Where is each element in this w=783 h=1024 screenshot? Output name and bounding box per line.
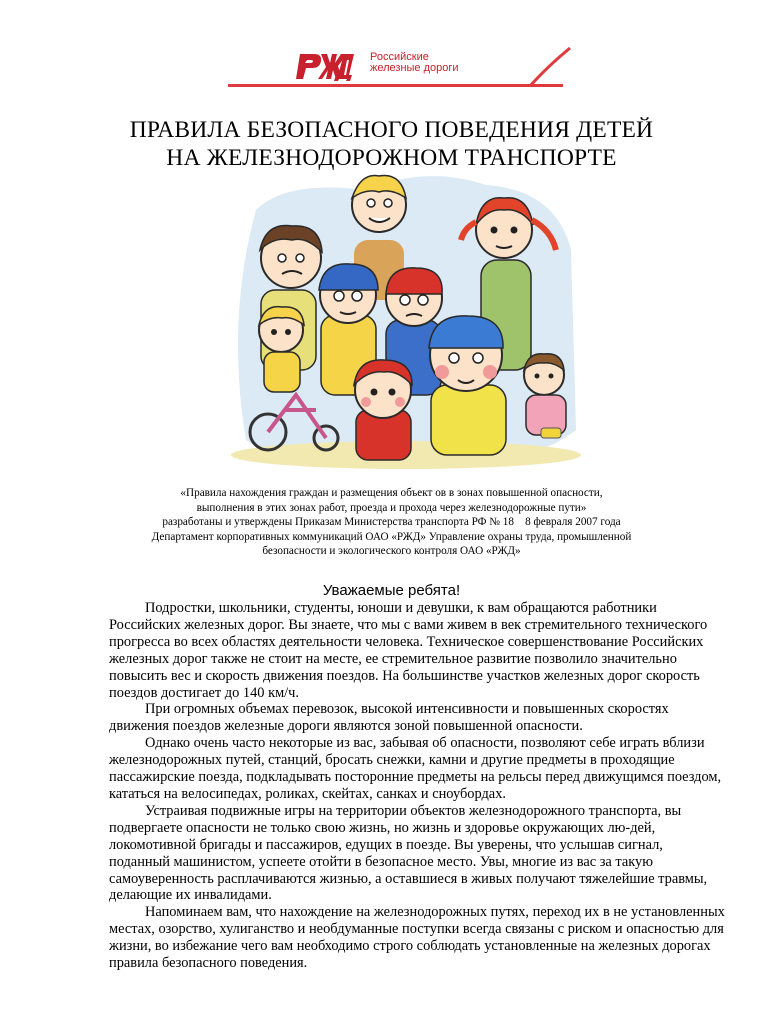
rzd-header <box>228 44 573 92</box>
paragraph-4: Устраивая подвижные игры на территории объектов железнодорожного транспорта, вы подвергаете опасности не только свою жизнь, но жизнь и здоровье окружающих лю-дей, локомотивной бригады и пассажиров, едущих в поезде. Вы уверены, что услышав сигнал, поданный машинистом, успеете отойти в безопасное место. Увы, многие из вас за такую самоуверенность расплачиваются жизнью, а оставшиеся в живых получают тяжелейшие травмы, делающие их инвалидами. <box>109 802 708 904</box>
title-line-2: НА ЖЕЛЕЗНОДОРОЖНОМ ТРАНСПОРТЕ <box>166 145 617 171</box>
source-note-line-5: безопасности и экологического контроля ОАО «РЖД» <box>262 545 521 557</box>
paragraph-2: При огромных объемах перевозок, высокой интенсивности и повышенных скоростях движения поездов железные дороги являются зоной повышенной опасности. <box>109 701 669 735</box>
rzd-logo-icon <box>294 50 356 82</box>
paragraph-3: Однако очень часто некоторые из вас, забывая об опасности, позволяют себе играть вблизи железнодорожных путей, станций, бросать снежки, камни и другие предметы в проходящие пассажирские поезда, подкладывать посторонние предметы на рельсы перед движущимся поездом, кататься на велосипедах, роликах, скейтах, санках и сноубордах. <box>109 735 722 802</box>
brand-line-1: Российские <box>370 51 429 63</box>
greeting-heading: Уважаемые ребята! <box>322 582 461 599</box>
source-note-line-4: Департамент корпоративных коммуникаций ОАО «РЖД» Управление охраны труда, промышленной <box>151 530 632 543</box>
brand-name <box>370 52 459 74</box>
source-note <box>0 486 783 559</box>
page-title <box>0 116 783 172</box>
source-note-line-3: разработаны и утверждены Приказам Министерства транспорта РФ № 18 8 февраля 2007 года <box>162 516 621 528</box>
children-group-illustration <box>226 170 586 470</box>
paragraph-1: Подростки, школьники, студенты, юноши и девушки, к вам обращаются работники Российских железных дорог. Вы знаете, что мы с вами живем в век стремительного технического прогресса во всех областях деятельности человека. Техническое совершенствование Российских железных дорог также не стоит на месте, ее стремительное развитие позволило значительно повысить вес и скорость движения поездов. На большинстве участков железных дорог скорость поездов достигает до 140 км/ч. <box>109 600 708 701</box>
brand-line-2: железные дороги <box>370 62 459 74</box>
brand-swoosh-icon <box>528 46 573 88</box>
title-line-1: ПРАВИЛА БЕЗОПАСНОГО ПОВЕДЕНИЯ ДЕТЕЙ <box>129 117 654 143</box>
brand-underline <box>228 84 563 87</box>
body-text <box>109 600 727 972</box>
paragraph-5: Напоминаем вам, что нахождение на железнодорожных путях, переход их в не установленных местах, озорство, хулиганство и необдуманные поступки всегда связаны с риском и опасностью для жизни, во избежание чего вам необходимо строго соблюдать установленные на железных дорогах правила безопасного поведения. <box>109 904 725 972</box>
source-note-line-2: выполнения в этих зонах работ, проезда и прохода через железнодорожные пути» <box>196 501 587 514</box>
source-note-line-1: «Правила нахождения граждан и размещения объект ов в зонах повышенной опасности, <box>180 487 603 499</box>
